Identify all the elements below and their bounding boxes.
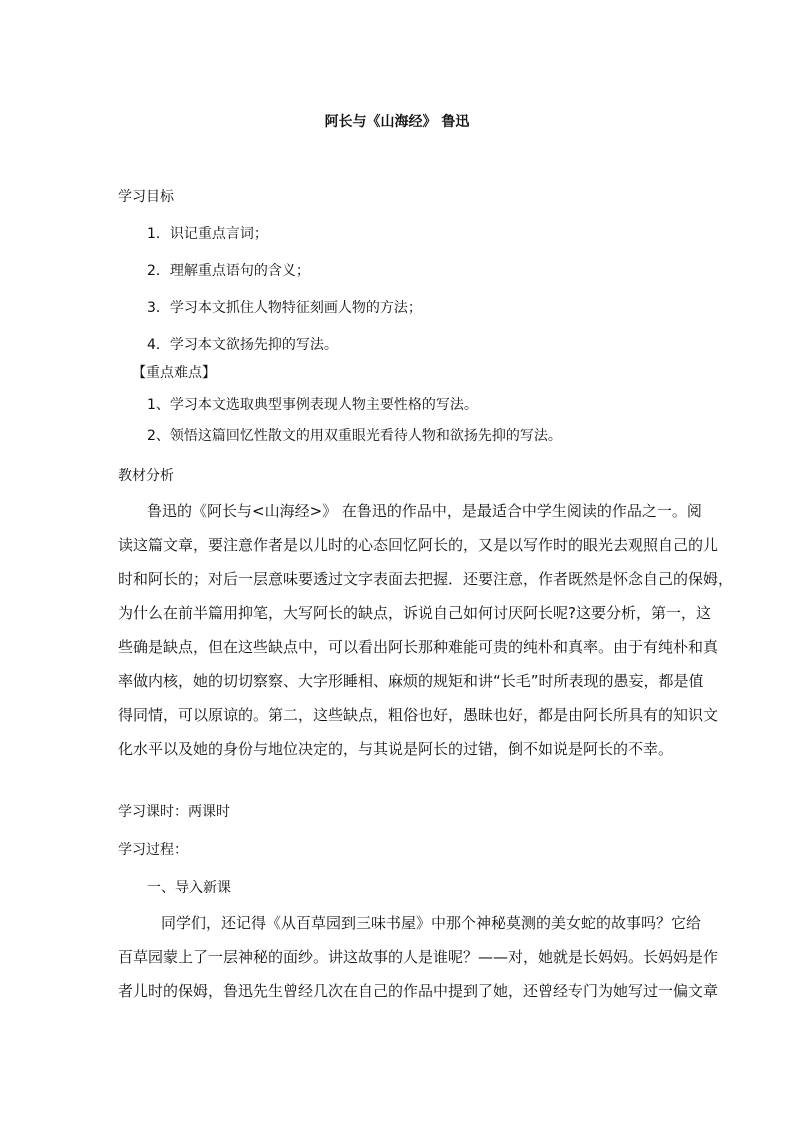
objective-item: 4．学习本文欲扬先抑的写法。 — [147, 337, 338, 353]
intro-line: 者儿时的保姆，鲁迅先生曾经几次在自己的作品中提到了她，还曾经专门为她写过一偏文章 — [118, 982, 719, 1000]
objective-item: 1．识记重点言词； — [147, 226, 268, 242]
section-heading: 一、导入新课 — [147, 880, 231, 896]
analysis-line: 读这篇文章，要注意作者是以儿时的心态回忆阿长的，又是以写作时的眼光去观照自己的儿 — [118, 536, 719, 554]
intro-line: 同学们，还记得《从百草园到三味书屋》中那个神秘莫测的美女蛇的故事吗？它给 — [161, 914, 702, 932]
analysis-line: 得同情，可以原谅的。第二，这些缺点，粗俗也好，愚昧也好，都是由阿长所具有的知识文 — [118, 706, 719, 724]
analysis-line: 率做内核，她的切切察察、大字形睡相、麻烦的规矩和讲“长毛”时所表现的愚妄，都是值 — [118, 672, 704, 690]
key-point-item: 2、领悟这篇回忆性散文的用双重眼光看待人物和欲扬先抑的写法。 — [147, 428, 562, 444]
objective-item: 3．学习本文抓住人物特征刻画人物的方法； — [147, 300, 422, 316]
class-hours: 学习课时：两课时 — [118, 804, 230, 820]
key-point-item: 1、学习本文选取典型事例表现人物主要性格的写法。 — [147, 397, 478, 413]
key-points-heading: 【重点难点】 — [132, 365, 216, 381]
document-title: 阿长与《山海经》 鲁迅 — [324, 114, 470, 130]
analysis-line: 时和阿长的；对后一层意味要透过文字表面去把握．还要注意，作者既然是怀念自己的保姆， — [118, 570, 734, 588]
process-heading: 学习过程： — [118, 842, 188, 858]
analysis-line: 鲁迅的《阿长与<山海经>》 在鲁迅的作品中，是最适合中学生阅读的作品之一。阅 — [147, 502, 702, 520]
analysis-line: 为什么在前半篇用抑笔，大写阿长的缺点，诉说自己如何讨厌阿长呢?这要分析，第一，这 — [118, 604, 711, 622]
analysis-line: 些确是缺点，但在这些缺点中，可以看出阿长那种难能可贵的纯朴和真率。由于有纯朴和真 — [118, 638, 719, 656]
objective-item: 2．理解重点语句的含义； — [147, 263, 310, 279]
analysis-line: 化水平以及她的身份与地位决定的，与其说是阿长的过错，倒不如说是阿长的不幸。 — [118, 740, 674, 758]
objectives-heading: 学习目标 — [118, 189, 174, 205]
analysis-heading: 教材分析 — [118, 468, 174, 484]
intro-line: 百草园蒙上了一层神秘的面纱。讲这故事的人是谁呢？——对，她就是长妈妈。长妈妈是作 — [118, 948, 719, 966]
